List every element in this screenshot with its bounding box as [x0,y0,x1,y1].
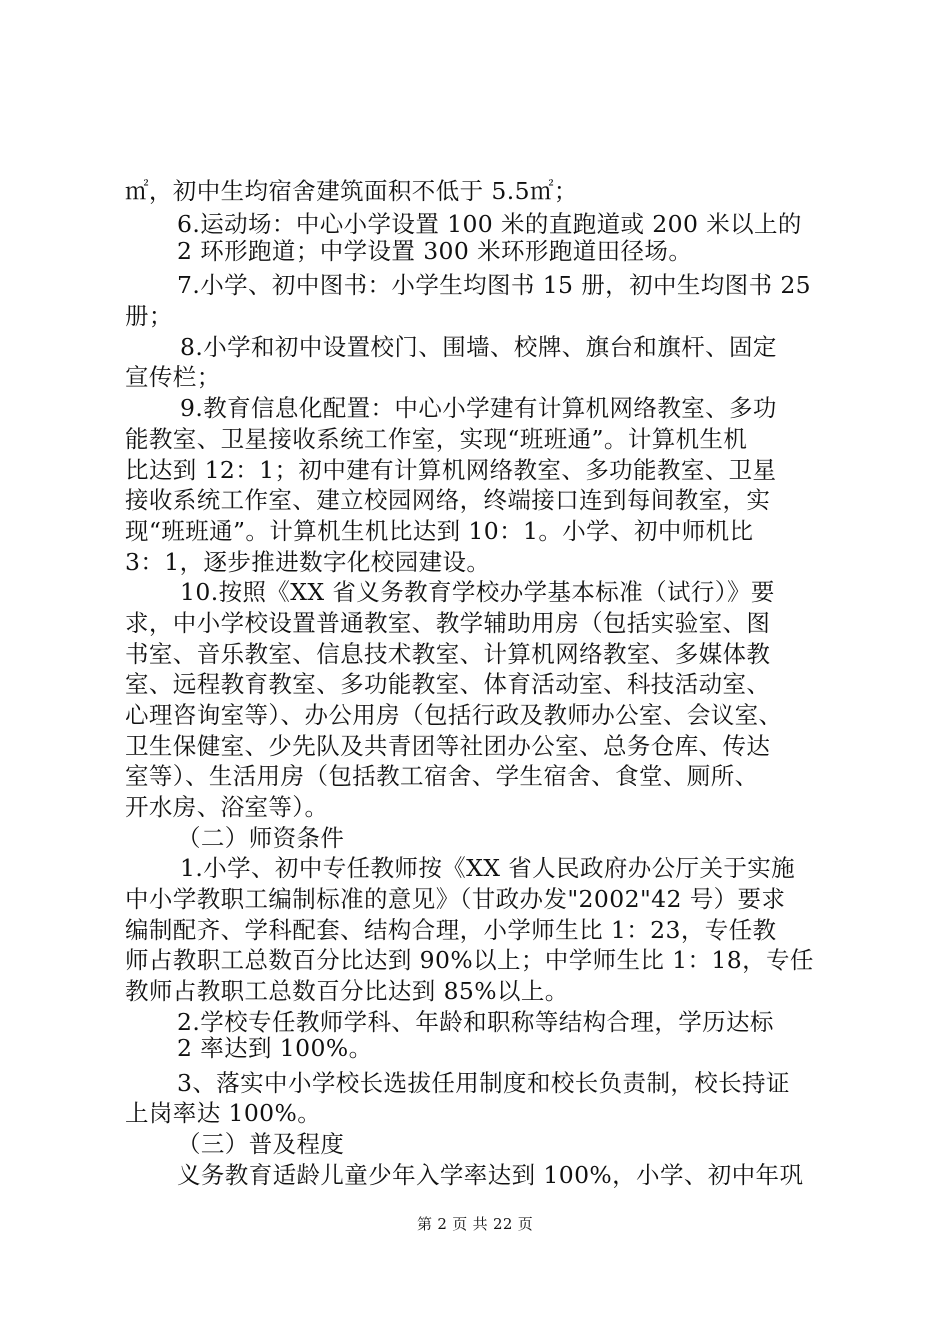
section-heading: （二）师资条件 [177,824,345,852]
text-line: 书室、音乐教室、信息技术教室、计算机网络教室、多媒体教 [125,640,771,668]
text-line: 3：1，逐步推进数字化校园建设。 [125,548,491,576]
text-line: 开水房、浴室等）。 [125,793,329,821]
text-line: 2 率达到 100%。 [177,1034,373,1062]
text-line: 7.小学、初中图书：小学生均图书 15 册，初中生均图书 25 [177,271,812,299]
text-line: 册； [125,302,173,330]
text-line: 比达到 12：1；初中建有计算机网络教室、多功能教室、卫星 [125,456,777,484]
text-line: 师占教职工总数百分比达到 90%以上；中学师生比 1：18，专任 [125,946,814,974]
text-line: 宣传栏； [125,363,221,391]
section-heading: （三）普及程度 [177,1130,345,1158]
text-line: 10.按照《XX 省义务教育学校办学基本标准（试行）》要 [180,578,775,606]
text-line: 心理咨询室等）、办公用房（包括行政及教师办公室、会议室、 [125,701,783,729]
text-line: 室等）、生活用房（包括教工宿舍、学生宿舍、食堂、厕所、 [125,762,759,790]
text-line: 上岗率达 100%。 [125,1099,322,1127]
text-line: 卫生保健室、少先队及共青团等社团办公室、总务仓库、传达 [125,732,771,760]
text-line: 2 环形跑道；中学设置 300 米环形跑道田径场。 [177,237,693,265]
text-line: 中小学教职工编制标准的意见》（甘政办发"2002"42 号）要求 [125,885,786,913]
page-number-footer: 第 2 页 共 22 页 [416,1215,534,1233]
text-line: 接收系统工作室、建立校园网络，终端接口连到每间教室，实 [125,486,771,514]
text-line: 9.教育信息化配置：中心小学建有计算机网络教室、多功 [180,394,777,422]
text-line: 能教室、卫星接收系统工作室，实现“班班通”。计算机生机 [125,425,748,453]
text-line: 现“班班通”。计算机生机比达到 10：1。小学、初中师机比 [125,517,754,545]
text-line: 义务教育适龄儿童少年入学率达到 100%，小学、初中年巩 [177,1161,804,1189]
text-line: 8.小学和初中设置校门、围墙、校牌、旗台和旗杆、固定 [180,333,777,361]
text-line: 1.小学、初中专任教师按《XX 省人民政府办公厅关于实施 [180,854,796,882]
text-line: 2.学校专任教师学科、年龄和职称等结构合理，学历达标 [177,1008,774,1036]
text-line: 求，中小学校设置普通教室、教学辅助用房（包括实验室、图 [125,609,771,637]
text-line: 室、远程教育教室、多功能教室、体育活动室、科技活动室、 [125,670,771,698]
text-line: 3、落实中小学校长选拔任用制度和校长负责制，校长持证 [177,1069,790,1097]
text-line: 教师占教职工总数百分比达到 85%以上。 [125,977,569,1005]
text-line: 编制配齐、学科配套、结构合理，小学师生比 1：23，专任教 [125,916,777,944]
text-line: ㎡，初中生均宿舍建筑面积不低于 5.5㎡； [125,177,578,205]
text-line: 6.运动场：中心小学设置 100 米的直跑道或 200 米以上的 [177,210,802,238]
